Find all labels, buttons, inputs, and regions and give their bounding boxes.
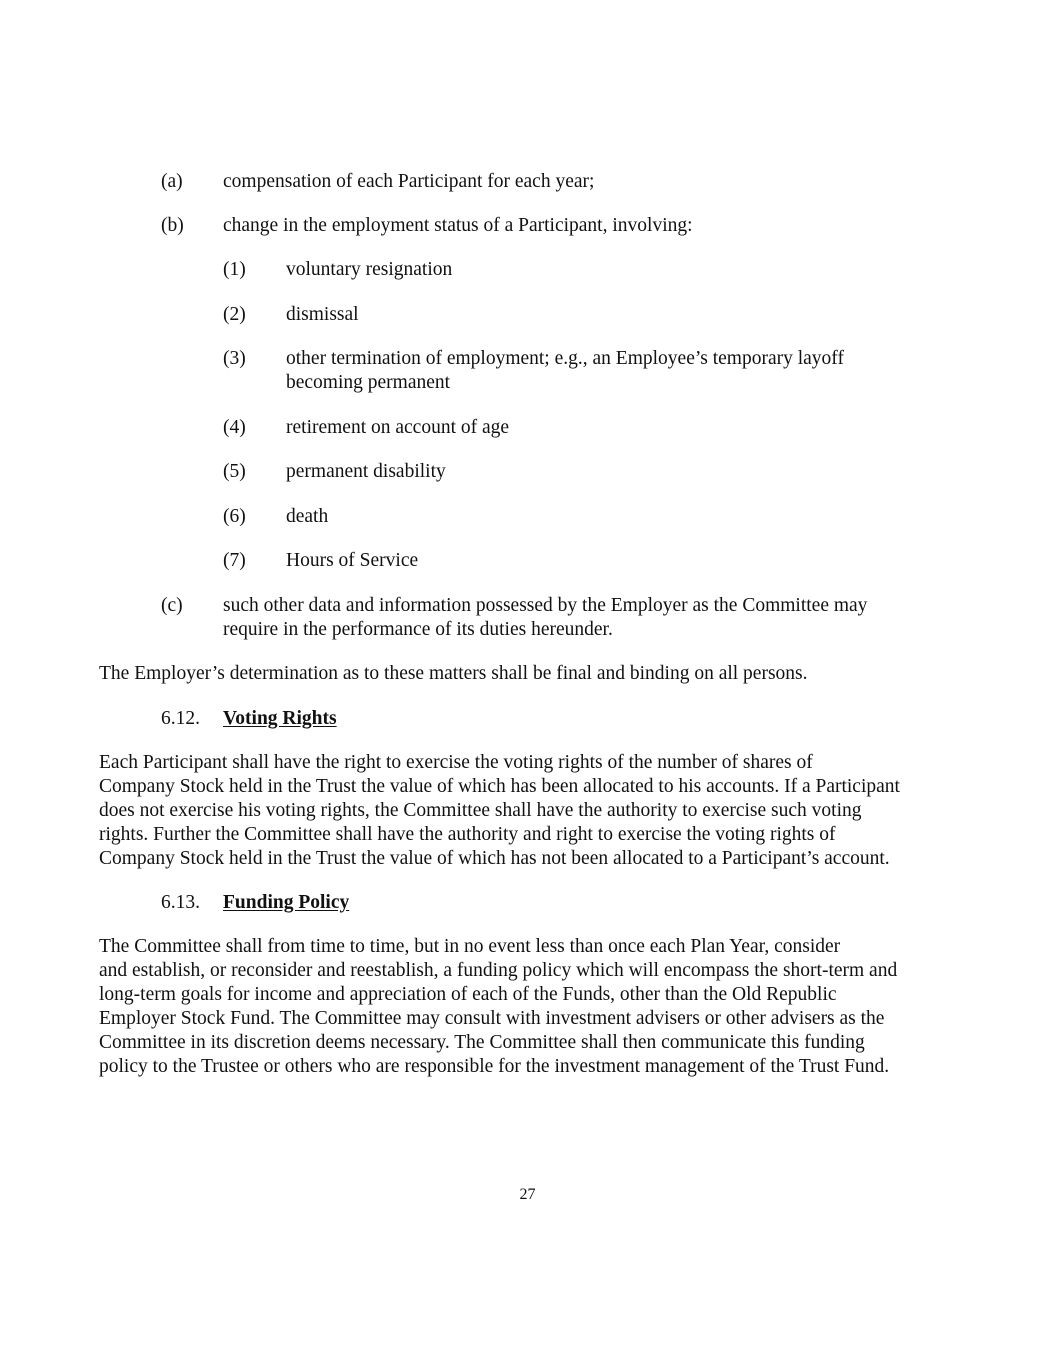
section-body-6-13: The Committee shall from time to time, but in no event less than once each Plan Year, consider and establish, or reconsider and reestablish, a funding policy which will encompass the short-term and long-term goals for income and appreciation of each of the Funds, other than the Old Republic Employer Stock Fund. The Committee may consult with investment advisers or other advisers as the Committee in its discretion deems necessary. The Committee shall then communicate this funding policy to the Trustee or others who are responsible for the investment management of the Trust Fund. <box>99 936 898 1077</box>
sub-item-label: (7) <box>223 550 246 571</box>
sub-item-text: permanent disability <box>286 461 446 482</box>
section-body-6-12: Each Participant shall have the right to exercise the voting rights of the number of shares of Company Stock held in the Trust the value of which has been allocated to his accounts. If a Participant does not exercise his voting rights, the Committee shall have the authority to exercise such voting rights. Further the Committee shall have the authority and right to exercise the voting rights of Company Stock held in the Trust the value of which has not been allocated to a Participant’s account. <box>99 752 900 869</box>
determination-paragraph: The Employer’s determination as to these matters shall be final and binding on all persons. <box>99 663 808 684</box>
item-label: (b) <box>161 215 184 236</box>
item-text: such other data and information possessed by the Employer as the Committee may require in the performance of its duties hereunder. <box>223 595 868 640</box>
item-label: (a) <box>161 171 183 192</box>
item-text: compensation of each Participant for each year; <box>223 171 595 192</box>
item-label: (c) <box>161 595 183 616</box>
item-text: change in the employment status of a Participant, involving: <box>223 215 693 236</box>
section-number: 6.12. <box>161 708 200 729</box>
section-number: 6.13. <box>161 892 200 913</box>
sub-item-text: other termination of employment; e.g., an Employee’s temporary layoff becoming permanent <box>286 348 844 393</box>
sub-item-label: (3) <box>223 348 246 369</box>
sub-item-text: Hours of Service <box>286 550 419 571</box>
section-title: Voting Rights <box>223 708 337 729</box>
sub-item-text: dismissal <box>286 304 359 325</box>
page-number: 27 <box>519 1186 536 1203</box>
sub-item-label: (4) <box>223 417 246 438</box>
sub-item-text: voluntary resignation <box>286 259 453 280</box>
sub-item-label: (6) <box>223 506 246 527</box>
sub-item-label: (5) <box>223 461 246 482</box>
section-title: Funding Policy <box>223 892 350 913</box>
sub-item-text: retirement on account of age <box>286 417 510 438</box>
sub-item-label: (2) <box>223 304 246 325</box>
sub-item-label: (1) <box>223 259 246 280</box>
sub-item-text: death <box>286 506 329 527</box>
